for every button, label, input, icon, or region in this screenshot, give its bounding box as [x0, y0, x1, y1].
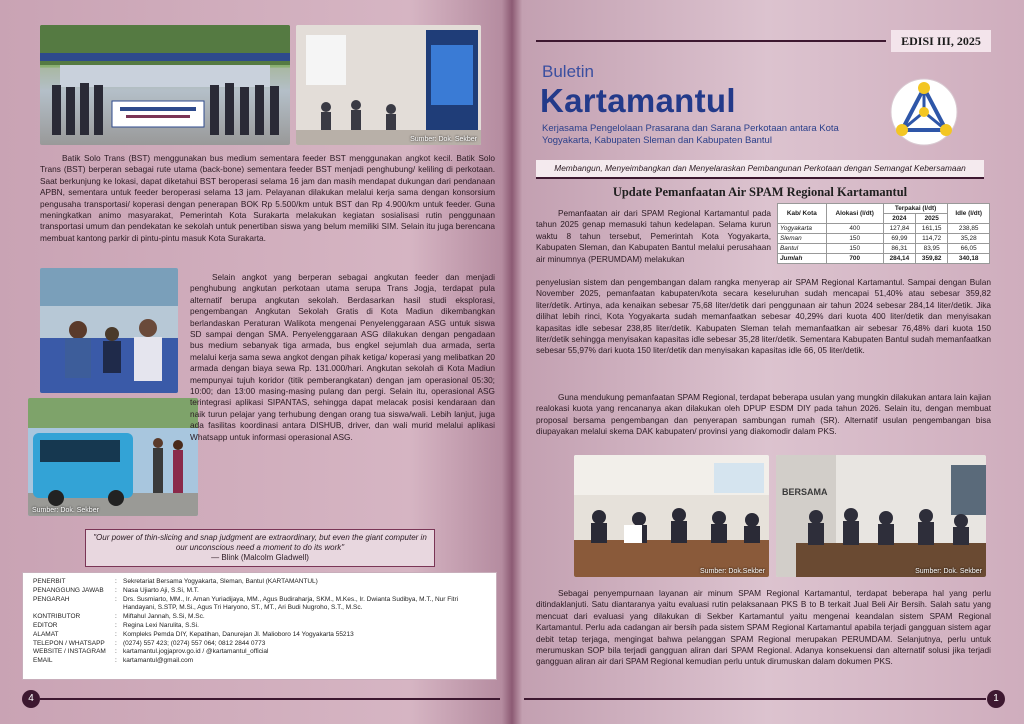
- right-intro-paragraph: [536, 208, 771, 265]
- right-paragraph-3-text: Guna mendukung pemanfaatan SPAM Regional, terdapat beberapa usulan yang mungkin dilakukan antara lain kajian realokasi kuota yang rencananya akan dilakukan oleh DPUP ESDM DIY pada tahun 2026. Selain itu, dengan membuat proposal bersama pengembangan dan penyerapan sambungan rumah (SR). Alternatif usulan pengembangan bisa diupayakan melalui skema DAK kabupaten/ provinsi yang diakomodir dalam PKS.: [536, 392, 991, 437]
- quote-source: ― Blink (Malcolm Gladwell): [211, 553, 309, 562]
- table-year: 2025: [916, 214, 948, 224]
- bulletin-label: Buletin: [542, 62, 594, 81]
- credit-value: Sekretariat Bersama Yogyakarta, Sleman, Bantul (KARTAMANTUL): [123, 578, 318, 585]
- right-paragraph-cont: [536, 277, 991, 357]
- credit-key: KONTRIBUTOR: [33, 613, 81, 621]
- right-intro-text: Pemanfaatan air dari SPAM Regional Kartamantul pada tahun 2025 genap memasuki tahun kedelapan. Selama kurun waktu 8 tahun tersebut, Pemerintah Kota Yogyakarta, Kabupaten Sleman, dan Kabupaten Bantul melalui perusahaan air minumnya (PERUMDAM) melakukan: [536, 208, 771, 264]
- control-room-photo: [296, 25, 481, 145]
- left-page: [0, 0, 510, 724]
- credit-key: EDITOR: [33, 621, 58, 629]
- table-cell: Yogyakarta: [778, 224, 827, 234]
- credit-value: Regina Lexi Narulita, S.Si.: [123, 621, 199, 629]
- spam-usage-table: [777, 203, 990, 264]
- table-row: [778, 244, 990, 254]
- credit-key: TELEPON / WHATSAPP: [33, 639, 105, 647]
- credit-row: EDITOR : Regina Lexi Narulita, S.Si.: [33, 622, 486, 631]
- masthead-credits: [22, 572, 497, 680]
- table-header: Idle (l/dt): [948, 204, 990, 224]
- footer-line: [524, 698, 986, 700]
- school-bus-photo: [28, 398, 198, 516]
- table-cell: 700: [826, 254, 883, 264]
- school-bus-illustration: [28, 398, 198, 516]
- photo-credit: Sumber: Dok. Sekber: [410, 136, 477, 143]
- table-cell: 66,05: [948, 244, 990, 254]
- credit-key: ALAMAT: [33, 630, 59, 638]
- bus-interior-photo: [40, 268, 178, 393]
- table-cell: Sleman: [778, 234, 827, 244]
- tagline-bar: Membangun, Menyeimbangkan dan Menyelaraskan Pembangunan Perkotaan dengan Semangat Kebersamaan: [536, 160, 984, 179]
- table-cell: Bantul: [778, 244, 827, 254]
- table-cell: 284,14: [883, 254, 915, 264]
- table-cell: 127,84: [883, 224, 915, 234]
- credit-value: Drs. Susmiarto, MM., Ir. Aman Yuriadijaya, MM., Agus Budiraharja, SKM., M.Kes., Ir. Dwianta Sudibya, M.T., Nur Fitri Handayani, S.STP, M.Si., Agus Tri Haryono, ST., MT., Ari Budi Nugroho, S.T., M.Sc.: [123, 595, 459, 612]
- left-paragraph-2-text: Selain angkot yang berperan sebagai angkutan feeder dan menjadi penghubung angkutan perkotaan utama serupa Trans Jogja, terdapat pula alternatif berupa angkutan sekolah. Berdasarkan hasil studi eksplorasi, pengembangan Angkutan Sekolah Gratis di Kota Madiun dikembangkan berlandaskan Peraturan Walikota mengenai Penyelenggaraan ASG untuk siswa SD sampai dengan SMA. Penyelenggaraan ASG dilakukan dengan pengadaan bus medium sebanyak tiga armada, bus engkel sejumlah dua armada, serta melalui kerja sama sewa angkot dengan pihak ketiga/ koperasi yang melibatkan 20 armada dengan biaya sewa Rp. 131.000/hari. Angkutan sekolah di Kota Madiun mempunyai tujuh koridor (titik pemberangkatan) dengan jam operasional 05:30; 10:00; dan 13:00 masing-masing pulang dan pergi. Selain itu, operasional ASG terintegrasi aplikasi SIPANTAS, sehingga dapat melacak posisi kendaraan dan naik turun pelajar yang terhubung dengan orang tua siswa/wali. Lebih lanjut, juga ada fasilitas koordinasi antara DISHUB, driver, dan wali murid melalui aplikasi Whatsapp untuk informasi operasional ASG.: [190, 272, 495, 442]
- bulletin-subtitle: Kerjasama Pengelolaan Prasarana dan Sarana Perkotaan antara Kota Yogyakarta, Kabupaten Sleman dan Kabupaten Bantul: [542, 123, 839, 146]
- table-cell: 86,31: [883, 244, 915, 254]
- credit-value: kartamantul@gmail.com: [123, 657, 194, 665]
- credit-row: ALAMAT : Kompleks Pemda DIY, Kepatihan, Danurejan Jl. Malioboro 14 Yogyakarta 55213: [33, 631, 486, 640]
- credit-row: KONTRIBUTOR : Miftahul Jannah, S.Si, M.Sc.: [33, 613, 486, 622]
- table-year: 2024: [883, 214, 915, 224]
- table-cell: 83,95: [916, 244, 948, 254]
- meeting-photo-right: [776, 455, 986, 577]
- quote-text: "Our power of thin-slicing and snap judgment are extraordinary, but even the giant computer in our unconscious need a moment to do its work": [93, 533, 427, 552]
- meeting-right-illustration: [776, 455, 986, 577]
- credit-value: Miftahul Jannah, S.Si, M.Sc.: [123, 613, 205, 621]
- table-header: Alokasi (l/dt): [826, 204, 883, 224]
- table-cell: 238,85: [948, 224, 990, 234]
- right-paragraph-cont-text: penyelusian sistem dan pengembangan dalam rangka menyerap air SPAM Regional Kartamantul. Sampai dengan Bulan November 2025, pemanfaatan kabupaten/kota secara keseluruhan sudah mencapai 51,40% atau sebesar 359,82 liter/detik. Artinya, ada kenaikan sebesar 75,68 liter/detik dari penggunaan air tahun 2024 sebesar 284,14 liter/detik. Jika dilihat lebih rinci, Kota Yogyakarta sudah memanfaatkan sebesar 40,29% dari kuota 400 liter/detik dan menyisakan kapasitas idle sebesar 238,85 liter/detik. Kabupaten Sleman telah memanfaatkan air sebesar 76,48% dari kuota 150 liter/detik sehingga menyisakan kapasitas idle sebesar 35,28 liter/detik. Sementara Kabupaten Bantul sudah memanfaatkan sebesar 55,97% dari kuota 150 liter/detik dan menyisakan kapasitas idle 66, 05 liter/detik.: [536, 277, 991, 356]
- table-cell: 359,82: [916, 254, 948, 264]
- credit-key: PENANGGUNG JAWAB: [33, 586, 104, 594]
- table-cell: 400: [826, 224, 883, 234]
- credit-key: WEBSITE / INSTAGRAM: [33, 648, 106, 656]
- table-row: [778, 224, 990, 234]
- table-row: [778, 234, 990, 244]
- left-paragraph-1-text: Batik Solo Trans (BST) menggunakan bus medium sementara feeder BST menggunakan angkot kecil. Batik Solo Trans (BST) berperan sebagai rute utama (back-bone) sementara feeder BST menjadi penghubung/ keliling di perkotaan. Saat berkunjung ke lokasi, dapat diketahui BST beroperasi selama 16 jam dan masih mendapat dukungan dari pendanaan APBN, sementara untuk feeder beroperasi selama 13 jam. Pelayanan dilakukan melalui kerja sama dengan konsorsium pengusaha transportasi/ koperasi dengan penerapan BOK Rp 5.500/km untuk BST dan Rp 4.900/km untuk feeder. Guna meningkatkan animo masyarakat, Pemerintah Kota Surakarta melakukan kegiatan sosialisasi rutin penggunaan transportasi umum dan pendekatan ke sekolah untuk penertiban siswa yang belum memiliki SIM. Selain itu juga berencana membuat kantong parkir di pintu-pintu masuk Kota Surakarta.: [40, 153, 495, 243]
- credit-key: EMAIL: [33, 657, 53, 665]
- control-room-illustration: [296, 25, 481, 145]
- credit-value: (0274) 557 423; (0274) 557 064; 0812 2844 0773: [123, 639, 266, 647]
- credit-value: Kompleks Pemda DIY, Kepatihan, Danurejan Jl. Malioboro 14 Yogyakarta 55213: [123, 630, 354, 638]
- credit-row: EMAIL : kartamantul@gmail.com: [33, 657, 486, 666]
- bulletin-title: Kartamantul: [540, 82, 736, 119]
- edition-line: [536, 40, 886, 42]
- kartamantul-logo-icon: [890, 78, 958, 146]
- table-header: Kab/ Kota: [778, 204, 827, 224]
- edition-badge: EDISI III, 2025: [891, 30, 991, 52]
- table-header: Terpakai (l/dt): [883, 204, 948, 214]
- footer-line: [40, 698, 500, 700]
- right-paragraph-4: [536, 588, 991, 668]
- table-cell: 69,99: [883, 234, 915, 244]
- table-total-row: [778, 254, 990, 264]
- bus-interior-illustration: [40, 268, 178, 393]
- credit-key: PENGARAH: [33, 595, 70, 603]
- credit-row: PENERBIT : Sekretariat Bersama Yogyakarta, Sleman, Bantul (KARTAMANTUL): [33, 578, 486, 587]
- photo-credit: Sumber: Dok. Sekber: [32, 507, 99, 514]
- table-cell: 150: [826, 244, 883, 254]
- table-cell: 340,18: [948, 254, 990, 264]
- table-cell: 161,15: [916, 224, 948, 234]
- credit-key: PENERBIT: [33, 578, 66, 585]
- group-photo-illustration: [40, 25, 290, 145]
- quote-box: [85, 529, 435, 567]
- table-cell: 35,28: [948, 234, 990, 244]
- meeting-photo-left: [574, 455, 769, 577]
- meeting-left-illustration: [574, 455, 769, 577]
- right-page: [514, 0, 1024, 724]
- credit-row: PENGARAH : Drs. Susmiarto, MM., Ir. Aman Yuriadijaya, MM., Agus Budiraharja, SKM., M.Kes., Ir. Dwianta Sudibya, M.T., Nur Fitri Handayani, S.STP, M.Si., Agus Tri Haryono, ST., MT., Ari Budi Nugroho, S.T., M.Sc.: [33, 596, 486, 614]
- wall-sign-text: BERSAMA: [782, 487, 828, 497]
- table-cell: 114,72: [916, 234, 948, 244]
- article-title: Update Pemanfaatan Air SPAM Regional Kartamantul: [612, 185, 908, 199]
- right-paragraph-3: [536, 392, 991, 438]
- table-cell: 150: [826, 234, 883, 244]
- credit-row: PENANGGUNG JAWAB : Nasa Ujiarto Aji, S.Si, M.T.: [33, 587, 486, 596]
- credit-row: WEBSITE / INSTAGRAM : kartamantul.jogjaprov.go.id / @kartamantul_official: [33, 648, 486, 657]
- left-paragraph-1: [40, 153, 495, 244]
- page-number: 1: [987, 690, 1005, 708]
- table-cell: Jumlah: [778, 254, 827, 264]
- credit-row: TELEPON / WHATSAPP : (0274) 557 423; (0274) 557 064; 0812 2844 0773: [33, 640, 486, 649]
- left-paragraph-2: [190, 272, 495, 443]
- credit-value: Nasa Ujiarto Aji, S.Si, M.T.: [123, 586, 199, 594]
- right-paragraph-4-text: Sebagai penyempurnaan layanan air minum SPAM Regional Kartamantul, terdapat beberapa hal yang perlu ditindaklanjuti. Satu diantaranya yaitu evaluasi rutin pelaksanaan PKS B to B terkait Jual Beli Air Bersih. Salah satu yang mencuat dari evaluasi yang dilakukan di Sekber Kartamantul yaitu mengenai keandalan sistem SPAM Regional Kartamantul. Perlu ada cadangan air bersih pada sistem SPAM Regional Kartamantul apabila terjadi gangguan sistem agar debit tetap terjaga, mengingat bahwa pelanggan SPAM Regional merupakan PERUMDAM. Selanjutnya, perlu untuk merumuskan SOP bila terjadi gangguan aliran dari SPAM Regional. Adanya konsekuensi dan alternatif solusi jika terjadi gangguan aliran air dari SPAM Regional kemudian perlu untuk dirumuskan dalam dokumen PKS.: [536, 588, 991, 667]
- group-photo: [40, 25, 290, 145]
- table-header-row: [778, 204, 990, 214]
- credit-value: kartamantul.jogjaprov.go.id / @kartamantul_official: [123, 648, 269, 656]
- page-number: 4: [22, 690, 40, 708]
- photo-credit: Sumber: Dok.Sekber: [700, 568, 765, 575]
- photo-credit: Sumber: Dok. Sekber: [915, 568, 982, 575]
